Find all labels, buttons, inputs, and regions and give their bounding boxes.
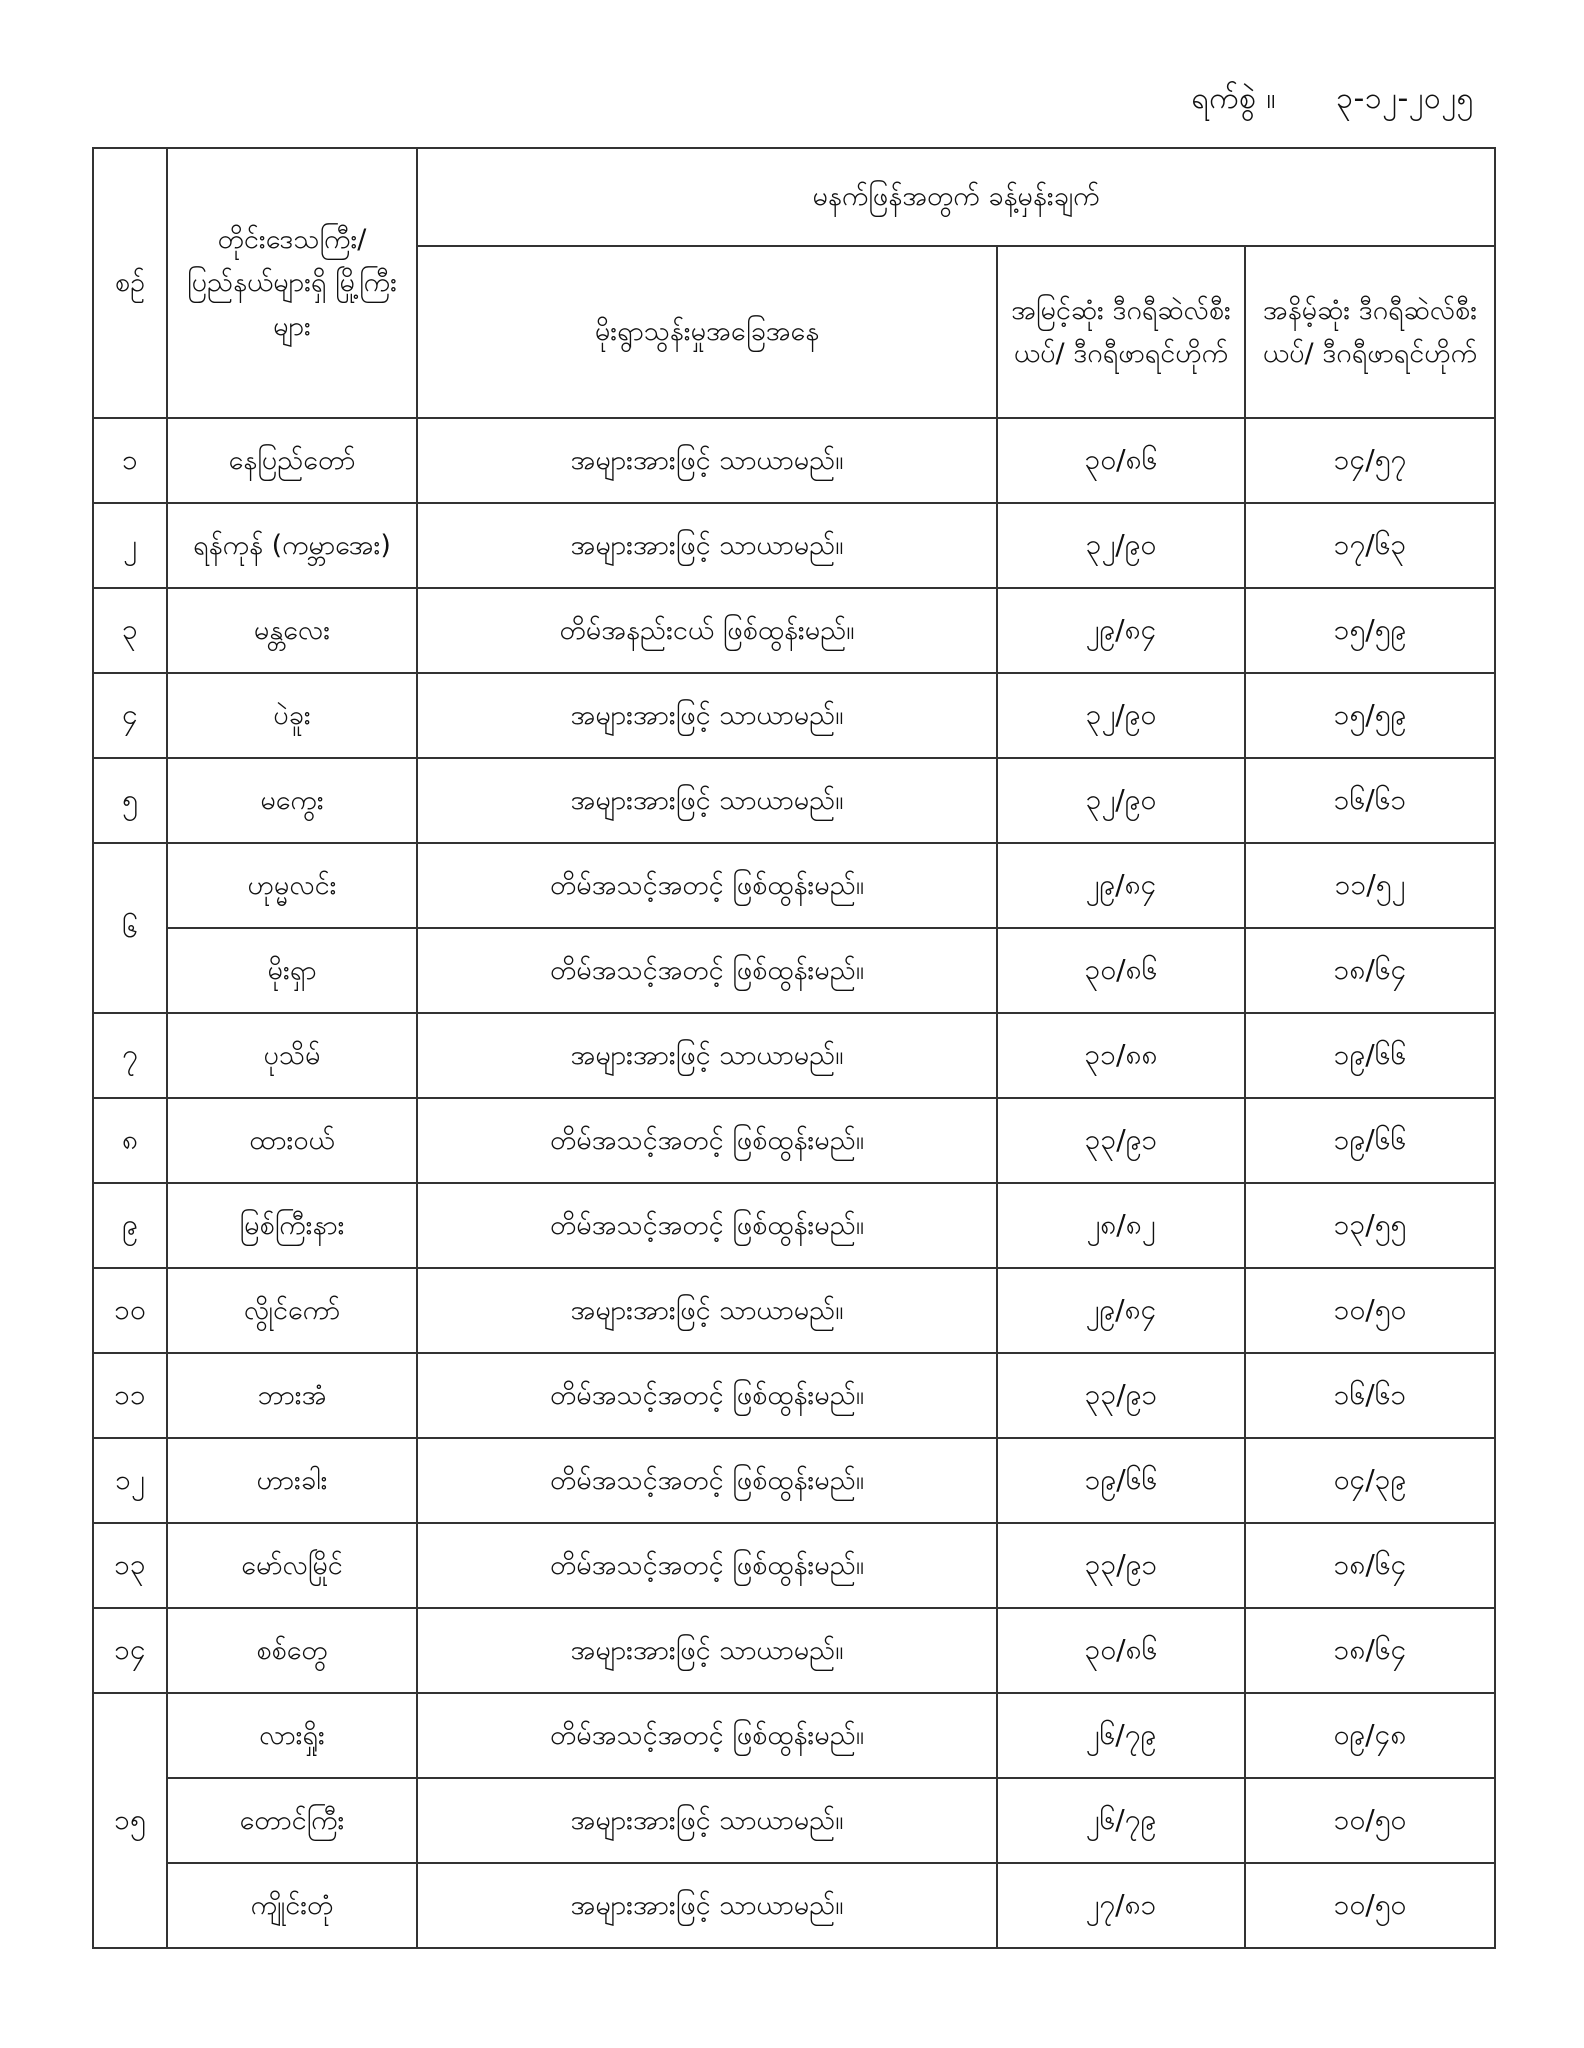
header-no: စဉ်	[93, 148, 167, 418]
row-city: ပုသိမ်	[167, 1013, 417, 1098]
row-max-temp: ၃၀/၈၆	[997, 928, 1245, 1013]
row-no: ၁၅	[93, 1693, 167, 1948]
header-min-temp: အနိမ့်ဆုံး ဒီဂရီဆဲလ်စီးယပ်/ ဒီဂရီဖာရင်ဟိုက်	[1245, 246, 1495, 418]
row-city: စစ်တွေ	[167, 1608, 417, 1693]
row-max-temp: ၃၂/၉၀	[997, 673, 1245, 758]
table-row	[93, 673, 1495, 758]
date-line	[1191, 78, 1474, 123]
header-forecast-group: မနက်ဖြန်အတွက် ခန့်မှန်းချက်	[417, 148, 1495, 246]
row-max-temp: ၃၂/၉၀	[997, 758, 1245, 843]
row-city: ရန်ကုန် (ကမ္ဘာအေး)	[167, 503, 417, 588]
row-no: ၅	[93, 758, 167, 843]
row-min-temp: ၁၆/၆၁	[1245, 758, 1495, 843]
weather-forecast-table	[92, 147, 1496, 1949]
row-condition: အများအားဖြင့် သာယာမည်။	[417, 418, 997, 503]
row-no: ၁	[93, 418, 167, 503]
row-max-temp: ၃၂/၉၀	[997, 503, 1245, 588]
row-city: မိုးရှာ	[167, 928, 417, 1013]
row-condition: တိမ်အသင့်အတင့် ဖြစ်ထွန်းမည်။	[417, 1438, 997, 1523]
row-max-temp: ၃၃/၉၁	[997, 1353, 1245, 1438]
table-row	[93, 843, 1495, 928]
row-no: ၄	[93, 673, 167, 758]
row-max-temp: ၂၉/၈၄	[997, 1268, 1245, 1353]
row-min-temp: ၁၅/၅၉	[1245, 673, 1495, 758]
row-min-temp: ၁၆/၆၁	[1245, 1353, 1495, 1438]
row-min-temp: ၁၄/၅၇	[1245, 418, 1495, 503]
row-max-temp: ၂၇/၈၁	[997, 1863, 1245, 1948]
row-city: တောင်ကြီး	[167, 1778, 417, 1863]
table-row	[93, 1183, 1495, 1268]
date-label: ရက်စွဲ ။	[1191, 81, 1277, 116]
row-no: ၁၁	[93, 1353, 167, 1438]
row-no: ၁၃	[93, 1523, 167, 1608]
table-row	[93, 588, 1495, 673]
row-condition: အများအားဖြင့် သာယာမည်။	[417, 1778, 997, 1863]
row-min-temp: ၀၄/၃၉	[1245, 1438, 1495, 1523]
row-max-temp: ၃၁/၈၈	[997, 1013, 1245, 1098]
row-city: မော်လမြိုင်	[167, 1523, 417, 1608]
row-city: မကွေး	[167, 758, 417, 843]
row-no: ၂	[93, 503, 167, 588]
date-value: ၃-၁၂-၂၀၂၅	[1336, 81, 1474, 116]
row-condition: တိမ်အသင့်အတင့် ဖြစ်ထွန်းမည်။	[417, 843, 997, 928]
row-city: ဘားအံ	[167, 1353, 417, 1438]
header-region: တိုင်းဒေသကြီး/ ပြည်နယ်များရှိ မြို့ကြီးများ	[167, 148, 417, 418]
table-row	[93, 418, 1495, 503]
row-condition: တိမ်အသင့်အတင့် ဖြစ်ထွန်းမည်။	[417, 1693, 997, 1778]
row-max-temp: ၂၆/၇၉	[997, 1778, 1245, 1863]
row-min-temp: ၁၃/၅၅	[1245, 1183, 1495, 1268]
row-city: မြစ်ကြီးနား	[167, 1183, 417, 1268]
row-condition: အများအားဖြင့် သာယာမည်။	[417, 1608, 997, 1693]
row-max-temp: ၃၃/၉၁	[997, 1098, 1245, 1183]
table-row	[93, 1778, 1495, 1863]
table-row	[93, 758, 1495, 843]
row-no: ၃	[93, 588, 167, 673]
table-row	[93, 1438, 1495, 1523]
row-no: ၁၂	[93, 1438, 167, 1523]
row-max-temp: ၂၈/၈၂	[997, 1183, 1245, 1268]
table-row	[93, 1693, 1495, 1778]
row-min-temp: ၀၉/၄၈	[1245, 1693, 1495, 1778]
row-city: ဟုမ္မလင်း	[167, 843, 417, 928]
row-city: ဟားခါး	[167, 1438, 417, 1523]
row-max-temp: ၂၉/၈၄	[997, 843, 1245, 928]
table-row	[93, 1608, 1495, 1693]
row-max-temp: ၃၃/၉၁	[997, 1523, 1245, 1608]
table-row	[93, 1863, 1495, 1948]
row-max-temp: ၁၉/၆၆	[997, 1438, 1245, 1523]
row-min-temp: ၁၈/၆၄	[1245, 928, 1495, 1013]
header-condition: မိုးရွာသွန်းမှုအခြေအနေ	[417, 246, 997, 418]
row-condition: အများအားဖြင့် သာယာမည်။	[417, 758, 997, 843]
row-condition: အများအားဖြင့် သာယာမည်။	[417, 1863, 997, 1948]
row-min-temp: ၁၉/၆၆	[1245, 1013, 1495, 1098]
row-no: ၉	[93, 1183, 167, 1268]
row-min-temp: ၁၇/၆၃	[1245, 503, 1495, 588]
row-condition: အများအားဖြင့် သာယာမည်။	[417, 673, 997, 758]
row-min-temp: ၁၀/၅၀	[1245, 1268, 1495, 1353]
row-city: လွိုင်ကော်	[167, 1268, 417, 1353]
table-row	[93, 1098, 1495, 1183]
row-condition: အများအားဖြင့် သာယာမည်။	[417, 1268, 997, 1353]
row-condition: အများအားဖြင့် သာယာမည်။	[417, 1013, 997, 1098]
row-city: ပဲခူး	[167, 673, 417, 758]
row-no: ၇	[93, 1013, 167, 1098]
row-condition: တိမ်အသင့်အတင့် ဖြစ်ထွန်းမည်။	[417, 1353, 997, 1438]
row-no: ၁၄	[93, 1608, 167, 1693]
row-condition: တိမ်အသင့်အတင့် ဖြစ်ထွန်းမည်။	[417, 928, 997, 1013]
row-max-temp: ၂၆/၇၉	[997, 1693, 1245, 1778]
row-no: ၁၀	[93, 1268, 167, 1353]
row-no: ၆	[93, 843, 167, 1013]
row-min-temp: ၁၁/၅၂	[1245, 843, 1495, 928]
row-condition: တိမ်အနည်းငယ် ဖြစ်ထွန်းမည်။	[417, 588, 997, 673]
row-city: လားရှိုး	[167, 1693, 417, 1778]
row-min-temp: ၁၉/၆၆	[1245, 1098, 1495, 1183]
row-max-temp: ၃၀/၈၆	[997, 418, 1245, 503]
row-city: မန္တလေး	[167, 588, 417, 673]
table-row	[93, 1013, 1495, 1098]
table-row	[93, 503, 1495, 588]
row-condition: အများအားဖြင့် သာယာမည်။	[417, 503, 997, 588]
row-condition: တိမ်အသင့်အတင့် ဖြစ်ထွန်းမည်။	[417, 1523, 997, 1608]
row-city: ကျိုင်းတုံ	[167, 1863, 417, 1948]
row-min-temp: ၁၅/၅၉	[1245, 588, 1495, 673]
row-city: နေပြည်တော်	[167, 418, 417, 503]
row-min-temp: ၁၀/၅၀	[1245, 1863, 1495, 1948]
row-no: ၈	[93, 1098, 167, 1183]
row-min-temp: ၁၀/၅၀	[1245, 1778, 1495, 1863]
table-row	[93, 1523, 1495, 1608]
table-row	[93, 928, 1495, 1013]
row-max-temp: ၂၉/၈၄	[997, 588, 1245, 673]
row-city: ထားဝယ်	[167, 1098, 417, 1183]
row-max-temp: ၃၀/၈၆	[997, 1608, 1245, 1693]
row-condition: တိမ်အသင့်အတင့် ဖြစ်ထွန်းမည်။	[417, 1183, 997, 1268]
row-min-temp: ၁၈/၆၄	[1245, 1523, 1495, 1608]
row-condition: တိမ်အသင့်အတင့် ဖြစ်ထွန်းမည်။	[417, 1098, 997, 1183]
header-max-temp: အမြင့်ဆုံး ဒီဂရီဆဲလ်စီးယပ်/ ဒီဂရီဖာရင်ဟိုက်	[997, 246, 1245, 418]
table-row	[93, 1353, 1495, 1438]
table-row	[93, 1268, 1495, 1353]
row-min-temp: ၁၈/၆၄	[1245, 1608, 1495, 1693]
